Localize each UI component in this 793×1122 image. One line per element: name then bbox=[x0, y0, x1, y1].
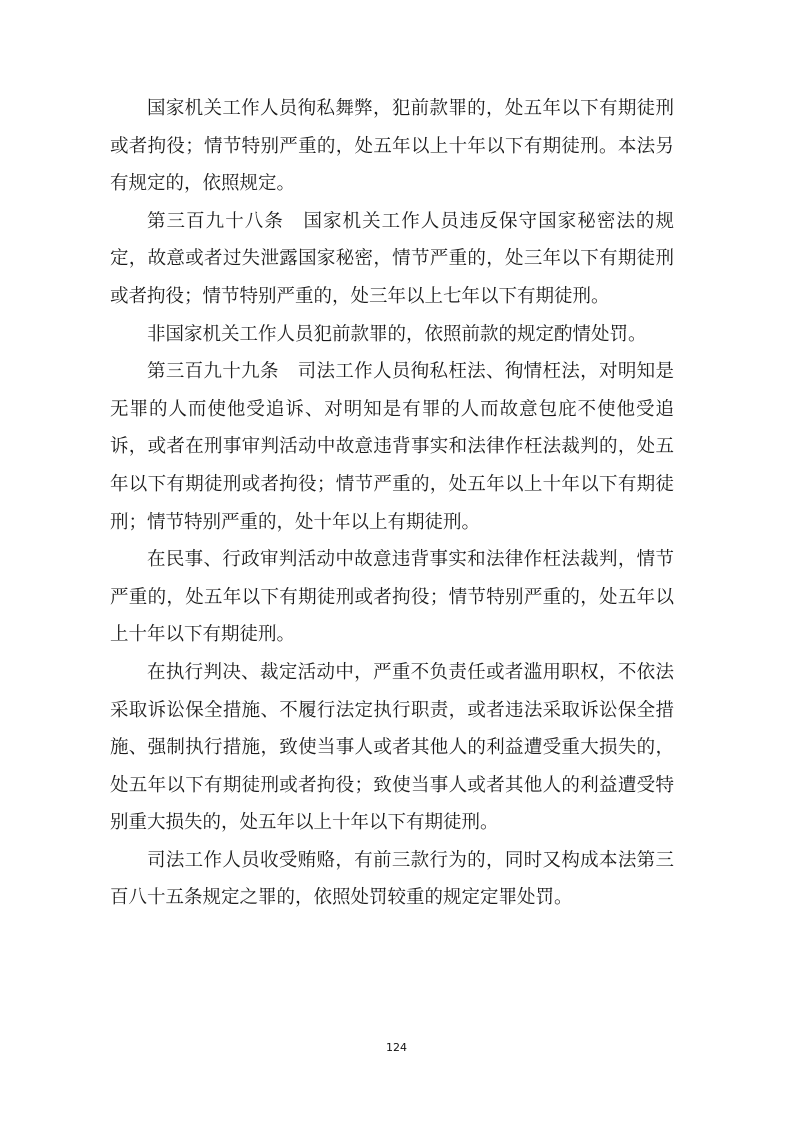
paragraph: 非国家机关工作人员犯前款罪的，依照前款的规定酌情处罚。 bbox=[147, 323, 647, 345]
paragraph: 司法工作人员收受贿赂，有前三款行为的，同时又构成本法第三百八十五条规定之罪的，依照处罚较重的规定定罪处罚。 bbox=[110, 849, 674, 909]
paragraph: 国家机关工作人员徇私舞弊，犯前款罪的，处五年以下有期徒刑或者拘役；情节特别严重的，处五年以上十年以下有期徒刑。本法另有规定的，依照规定。 bbox=[110, 98, 674, 195]
document-body bbox=[110, 90, 674, 917]
paragraph: 第三百九十八条 国家机关工作人员违反保守国家秘密法的规定，故意或者过失泄露国家秘密，情节严重的，处三年以下有期徒刑或者拘役；情节特别严重的，处三年以上七年以下有期徒刑。 bbox=[110, 210, 674, 307]
paragraph: 第三百九十九条 司法工作人员徇私枉法、徇情枉法，对明知是无罪的人而使他受追诉、对明知是有罪的人而故意包庇不使他受追诉，或者在刑事审判活动中故意违背事实和法律作枉法裁判的，处五年以下有期徒刑或者拘役；情节严重的，处五年以上十年以下有期徒刑；情节特别严重的，处十年以上有期徒刑。 bbox=[110, 361, 674, 533]
page-number: 124 bbox=[386, 1041, 407, 1054]
paragraph: 在民事、行政审判活动中故意违背事实和法律作枉法裁判，情节严重的，处五年以下有期徒刑或者拘役；情节特别严重的，处五年以上十年以下有期徒刑。 bbox=[110, 549, 674, 646]
paragraph: 在执行判决、裁定活动中，严重不负责任或者滥用职权，不依法采取诉讼保全措施、不履行法定执行职责，或者违法采取诉讼保全措施、强制执行措施，致使当事人或者其他人的利益遭受重大损失的，处五年以下有期徒刑或者拘役；致使当事人或者其他人的利益遭受特别重大损失的，处五年以上十年以下有期徒刑。 bbox=[110, 661, 674, 834]
